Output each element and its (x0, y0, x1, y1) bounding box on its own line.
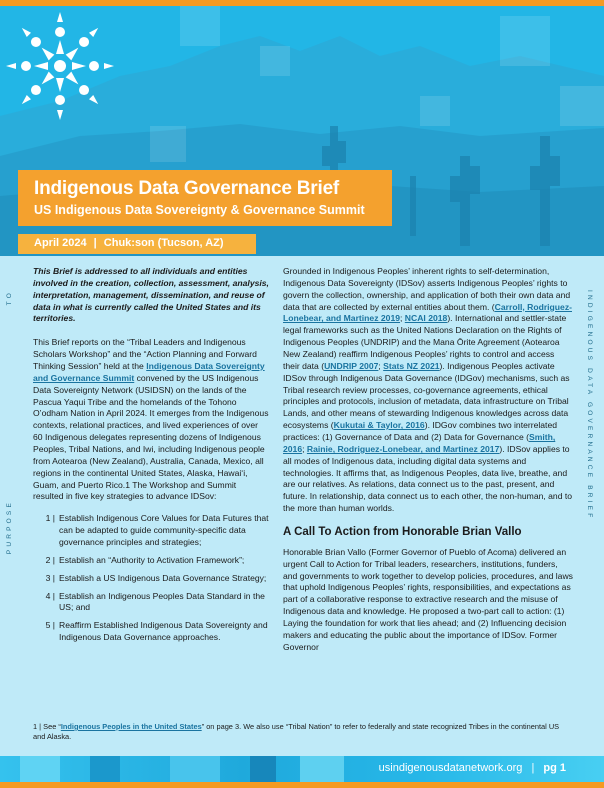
title-box (18, 170, 392, 226)
ref-smith-link[interactable]: Smith, 2016 (283, 432, 556, 454)
footer-url-link[interactable]: usindigenousdatanetwork.org (378, 762, 523, 774)
ref-kukutai-link[interactable]: Kukutai & Taylor, 2016 (333, 420, 425, 431)
purpose-text-b: convened by the US Indigenous Data Sovereignty Network (USIDSN) on the lands of the Pascua Yaqui Tribe and the homelands of the Tohono O’odham Nation in April 2024. It emerges from the Indigenous contexts, relational practices, and lived experiences of over 60 Indigenous delegates representing dozens of Indigenous Peoples, Tribal Nations, and Iwi, including Indigenous people from Aotearoa (New Zealand), Australia, Canada, Mexico, all regions in the continental United States, Alaska, Hawai‘i, Guam, and Puerto Rico.1 The Workshop and Summit resulted in five key strategies to advance IDSov: (33, 372, 269, 502)
audience-statement: This Brief is addressed to all individuals and entities involved in the creation, collection, assessment, analysis, interpretation, management, dissemination, and reuse of data in what is currently called the United States and its territories. (33, 266, 269, 324)
idsov-text-a: Grounded in Indigenous Peoples’ inherent rights to self-determination, Indigenous Data Sovereignty (IDSov) asserts Indigenous Peoples’ rights to govern the collection, ownership, and application of both their own data and data that are collected by external entities about them. ( (283, 266, 571, 312)
ref-ncai-link[interactable]: NCAI 2018 (404, 313, 448, 324)
idsov-text-e: ). IDSov applies to all modes of Indigenous data, including digital data systems and technologies. It affirms that, as Indigenous Peoples, data live, breathe, and are our relatives. As relations, data connect us to the past, present, and future. In relationship, data connect us to each other, the non-human, and to the more than human worlds. (283, 443, 573, 514)
footnote-number: 1 | (33, 722, 42, 731)
event-location: Chuk:son (Tucson, AZ) (103, 237, 224, 249)
ref-separator: ; (378, 360, 384, 371)
ref-separator: ; (302, 443, 307, 454)
right-column (283, 266, 573, 664)
list-number: 5 | (45, 620, 55, 631)
footnote-link[interactable]: Indigenous Peoples in the United States (60, 722, 202, 731)
list-item (33, 513, 269, 549)
band-square (20, 756, 60, 782)
band-square (250, 756, 276, 782)
network-logo-icon (0, 6, 120, 126)
list-text: Establish a US Indigenous Data Governance Strategy; (59, 572, 267, 583)
call-to-action-heading: A Call To Action from Honorable Brian Vallo (283, 526, 522, 539)
band-square (300, 756, 344, 782)
list-text: Reaffirm Established Indigenous Data Sovereignty and Indigenous Data Governance approaches. (59, 620, 268, 643)
list-text: Establish an Indigenous Peoples Data Standard in the US; and (59, 590, 265, 613)
footnote-text-a: See “ (43, 722, 61, 731)
list-item (33, 620, 269, 644)
list-item (33, 555, 269, 567)
side-label-purpose: PURPOSE (6, 500, 13, 555)
call-to-action-paragraph: Honorable Brian Vallo (Former Governor of Pueblo of Acoma) delivered an urgent Call to Action for Tribal leaders, researchers, institutions, funders, and governments to work together to develop policies, procedures, and laws that uphold Indigenous Peoples’ rights, responsibilities, and expectations as part of a collaborative response to extractive research and the misuse of Indigenous data and knowledge. He proposed a two-part call to action: (1) Laying the foundation for work that lies ahead; and (2) Influencing decision makers and educating the public about the importance of IDSov. Former Governor (283, 546, 573, 652)
footnote-text-b: ” on page 3. We also use “Tribal Nation” to refer to federally and state recognized Tribes in the continental US and Alaska. (33, 722, 560, 741)
event-date: April 2024 (34, 237, 87, 249)
bottom-accent-bar (0, 782, 604, 788)
purpose-paragraph (33, 337, 269, 503)
side-label-to: TO (6, 290, 13, 306)
list-number: 4 | (45, 590, 55, 601)
date-separator: | (93, 237, 97, 249)
list-number: 2 | (45, 554, 55, 565)
date-location-bar (18, 234, 256, 254)
footer (379, 762, 566, 774)
idsov-text-d: ). IDGov combines two interrelated practices: (1) Governance of Data and (2) Data for Governance ( (283, 420, 558, 443)
page-subtitle: US Indigenous Data Sovereignty & Governance Summit (34, 203, 365, 217)
band-square (170, 756, 220, 782)
list-item (33, 573, 269, 585)
list-number: 1 | (45, 513, 55, 524)
purpose-text-a: This Brief reports on the “Tribal Leaders and Indigenous Scholars Workshop” and the “Action Planning and Forward Thinking Session” held at the (33, 337, 257, 372)
idsov-text-b: ). International and settler-state legal frameworks such as the United Nations Declaration on the Rights of Indigenous Peoples (UNDRIP) and the Mana Ōrite Agreement (Aotearoa New Zealand) reaffirm Indigenous Peoples’ rights to control and access their data ( (283, 313, 567, 371)
ref-rainie-link[interactable]: Rainie, Rodriguez-Lonebear, and Martinez 2017 (306, 443, 500, 454)
strategy-list (33, 513, 269, 644)
idsov-paragraph (283, 266, 573, 515)
page-title: Indigenous Data Governance Brief (34, 178, 340, 199)
footer-separator: | (531, 762, 535, 774)
left-column (33, 266, 269, 650)
footnote (33, 722, 573, 742)
side-label-brief: INDIGENOUS DATA GOVERNANCE BRIEF (586, 290, 593, 521)
band-square (90, 756, 120, 782)
list-text: Establish Indigenous Core Values for Data Futures that can be adapted to guide community-specific data governance principles and strategies; (59, 513, 269, 548)
list-text: Establish an “Authority to Activation Framework”; (59, 554, 245, 565)
list-number: 3 | (45, 572, 55, 583)
summit-link[interactable]: Indigenous Data Sovereignty and Governance Summit (33, 361, 265, 383)
ref-undrip-link[interactable]: UNDRIP 2007 (324, 360, 379, 371)
ref-carroll-link[interactable]: Carroll, Rodriguez-Lonebear, and Martinez 2019 (283, 301, 572, 324)
page-number: pg 1 (543, 762, 566, 774)
ref-separator: ; (400, 313, 405, 324)
ref-statsnz-link[interactable]: Stats NZ 2021 (383, 360, 440, 371)
list-item (33, 591, 269, 615)
idsov-text-c: ). Indigenous Peoples activate IDSov through Indigenous Data Governance (IDGov) mechanisms, such as Tribal research review processes, co-governance agreements, ethical principles and protocols, inclusion of metadata, data infrastructure on Tribal Lands, and other means of stewarding Indigenous knowledges across data ecosystems ( (283, 360, 570, 431)
